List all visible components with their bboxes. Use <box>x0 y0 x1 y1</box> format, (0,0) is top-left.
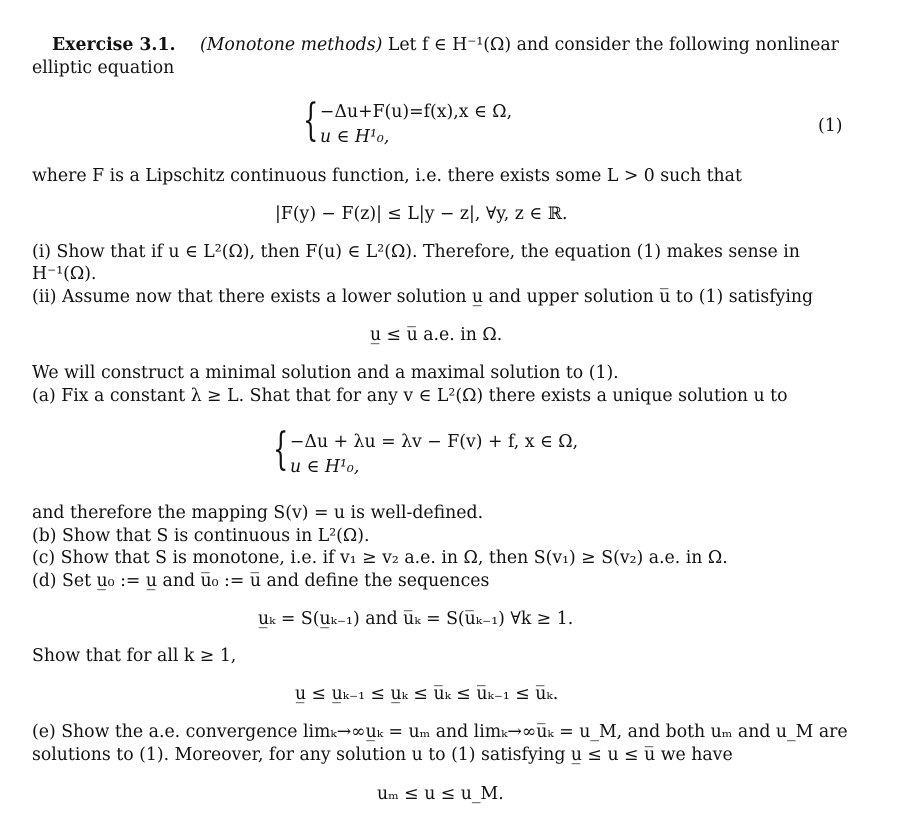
eq2-brace: { <box>273 424 289 475</box>
exercise-label: Exercise 3.1. <box>52 35 176 55</box>
mapping-text: and therefore the mapping S(v) = u is well-defined. <box>32 503 484 523</box>
lipschitz-formula: |F(y) − F(z)| ≤ L|y − z|, ∀y, z ∈ ℝ. <box>275 204 568 224</box>
lipschitz-text: where F is a Lipschitz continuous function, i.e. there exists some L > 0 such that <box>32 166 742 186</box>
part-ii-formula: u̲ ≤ u̅ a.e. in Ω. <box>370 325 503 345</box>
part-c: (c) Show that S is monotone, i.e. if v₁ ≥ v₂ a.e. in Ω, then S(v₁) ≥ S(v₂) a.e. in Ω. <box>32 548 728 568</box>
part-ii-text: (ii) Assume now that there exists a lower solution u̲ and upper solution u̅ to (1) satisfying <box>32 287 814 307</box>
sequences-formula: u̲ₖ = S(u̲ₖ₋₁) and u̅ₖ = S(u̅ₖ₋₁) ∀k ≥ 1. <box>258 609 574 629</box>
eq2-line1: −Δu + λu = λv − F(v) + f, x ∈ Ω, <box>290 432 579 452</box>
part-e-line1: (e) Show the a.e. convergence limₖ→∞u̲ₖ = uₘ and limₖ→∞u̅ₖ = u_M, and both uₘ and u_M are <box>32 722 848 742</box>
part-e-formula: uₘ ≤ u ≤ u_M. <box>377 784 504 804</box>
exercise-heading <box>52 35 175 55</box>
part-i-line2: H⁻¹(Ω). <box>32 264 97 284</box>
exercise-intro-line <box>200 35 839 55</box>
exercise-title: (Monotone methods) <box>200 35 383 55</box>
show-all-formula: u̲ ≤ u̲ₖ₋₁ ≤ u̲ₖ ≤ u̅ₖ ≤ u̅ₖ₋₁ ≤ u̅ₖ. <box>295 684 559 704</box>
eq1-tag: (1) <box>818 116 843 136</box>
eq1-brace: { <box>303 95 319 146</box>
part-e-line2: solutions to (1). Moreover, for any solution u to (1) satisfying u̲ ≤ u ≤ u̅ we have <box>32 745 733 765</box>
part-b: (b) Show that S is continuous in L²(Ω). <box>32 526 370 546</box>
exercise-intro-1: Let f ∈ H⁻¹(Ω) and consider the following nonlinear <box>387 35 839 55</box>
part-i-line1: (i) Show that if u ∈ L²(Ω), then F(u) ∈ L²(Ω). Therefore, the equation (1) makes sense in <box>32 242 800 262</box>
construct-line1: We will construct a minimal solution and a maximal solution to (1). <box>32 363 619 383</box>
eq1-line1: −Δu+F(u)=f(x),x ∈ Ω, <box>320 102 513 122</box>
part-d: (d) Set u̲₀ := u̲ and u̅₀ := u̅ and define the sequences <box>32 571 490 591</box>
eq1-line2: u ∈ H¹₀, <box>320 127 390 147</box>
construct-line2: (a) Fix a constant λ ≥ L. Shat that for any v ∈ L²(Ω) there exists a unique solution u to <box>32 386 788 406</box>
show-all-text: Show that for all k ≥ 1, <box>32 646 237 666</box>
exercise-intro-2: elliptic equation <box>32 58 175 78</box>
eq2-line2: u ∈ H¹₀, <box>290 457 360 477</box>
